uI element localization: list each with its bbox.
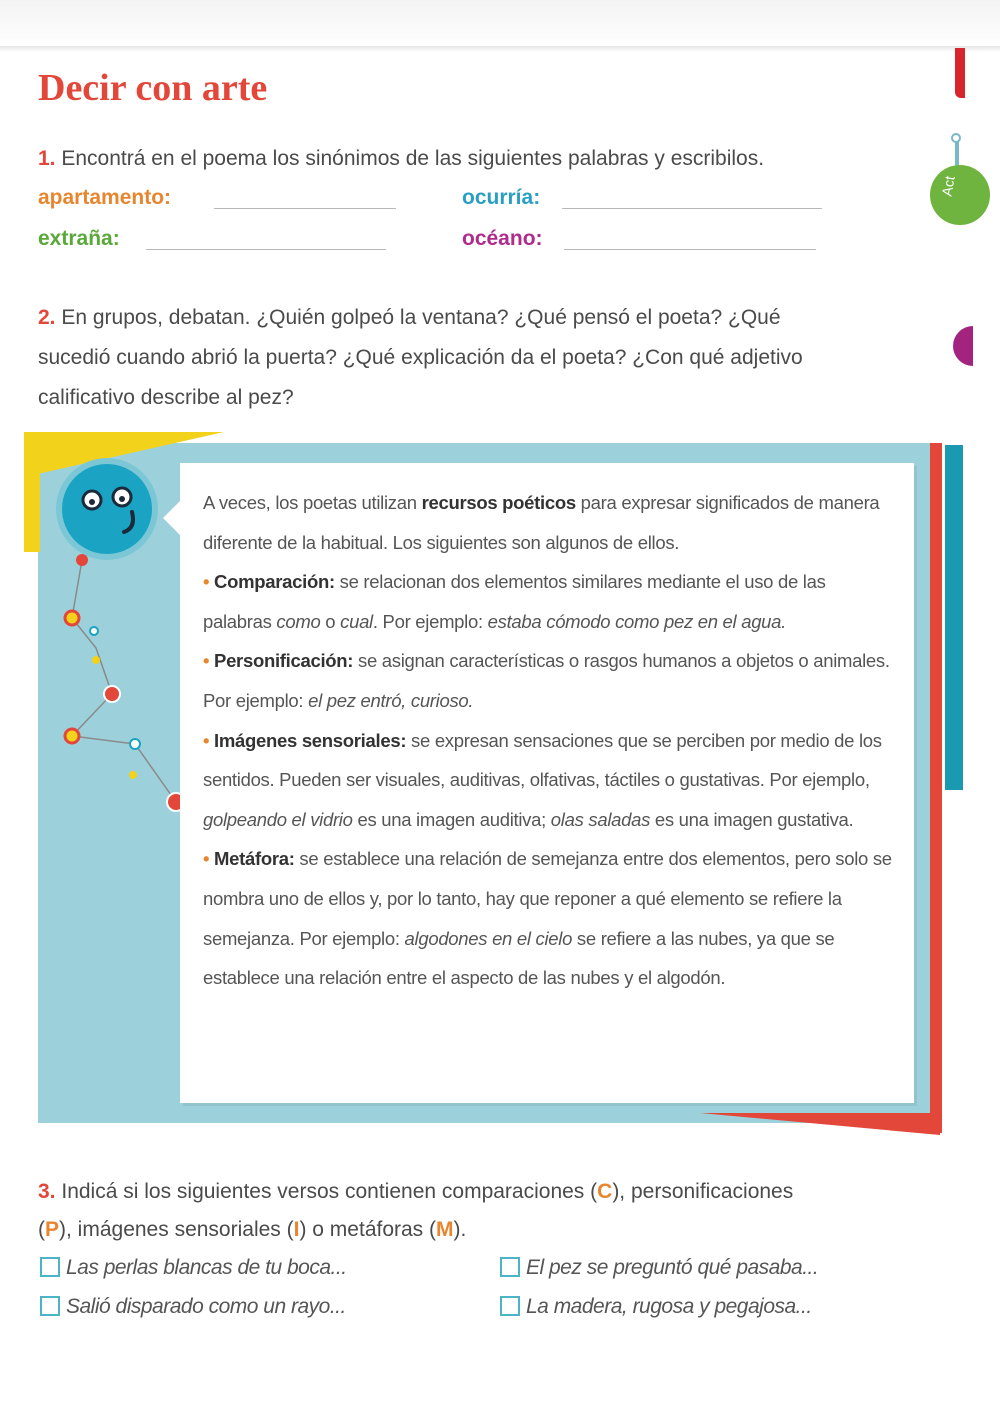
info-item-imagenes: • Imágenes sensoriales: se expresan sensaciones que se perciben por medio de los sentidos. Pueden ser visuales, auditivas, olfativas, táctiles o gustativas. Por ejemplo, golpeando el vidrio es una imagen auditiva; olas saladas es una imagen gustativa. [203,729,882,830]
q2-line-2: sucedió cuando abrió la puerta? ¿Qué explicación da el poeta? ¿Con qué adjetivo [38,346,803,369]
page-title: Decir con arte [38,67,268,109]
info-card-pointer [163,500,181,536]
q1-prompt [38,139,764,179]
q3-number: 3. [38,1180,56,1203]
q1-label-extrana: extraña: [38,227,120,250]
mascot-string [72,560,176,802]
q3-checkbox-2[interactable] [500,1257,520,1277]
info-intro: A veces, los poetas utilizan recursos poéticos para expresar significados de manera diferente de la habitual. Los siguientes son algunos de ellos. [203,492,880,553]
q1-label-oceano: océano: [462,227,543,250]
q2-number: 2. [38,306,56,329]
q1-answer-line-extrana[interactable] [146,249,386,250]
q2-line-1 [38,298,781,338]
q3-line-2: (P), imágenes sensoriales (I) o metáforas (M). [38,1218,467,1241]
edge-magenta-tab [953,326,973,366]
q2-line-3: calificativo describe al pez? [38,386,294,409]
info-item-metafora: • Metáfora: se establece una relación de semejanza entre dos elementos, pero solo se nombra uno de ellos y, por lo tanto, hay que reponer a qué elemento se refiere la semejanza. Por ejemplo: algodones en el cielo se refiere a las nubes, ya que se establece una relación entre el aspecto de las nubes y el algodón. [203,848,892,989]
q2-line-1-text: En grupos, debatan. ¿Quién golpeó la ventana? ¿Qué pensó el poeta? ¿Qué [61,306,781,329]
panel-teal-edge [945,445,963,790]
q1-answer-line-apartamento[interactable] [214,208,396,209]
info-item-comparacion: • Comparación: se relacionan dos elementos similares mediante el uso de las palabras como o cual. Por ejemplo: estaba cómodo como pez en el agua. [203,571,826,632]
q1-number: 1. [38,147,56,170]
q3-line-1: 3. Indicá si los siguientes versos contienen comparaciones (C), personificaciones [38,1180,794,1203]
edge-pin-head [951,133,961,143]
q1-answer-line-ocurria[interactable] [562,208,822,209]
q1-text: Encontrá en el poema los sinónimos de las siguientes palabras y escribilos. [61,147,765,170]
q3-verse-3: Salió disparado como un rayo... [40,1295,346,1319]
panel-red-corner [700,1113,940,1135]
q3-verse-2: El pez se preguntó qué pasaba... [500,1256,818,1280]
q3-verse-4: La madera, rugosa y pegajosa... [500,1295,812,1319]
edge-green-tab-label: Act [938,174,958,198]
mascot-smile [124,512,133,532]
q3-checkbox-3[interactable] [40,1296,60,1316]
panel-red-edge [930,443,942,1133]
info-card-text [203,483,893,998]
q1-answer-line-oceano[interactable] [564,249,816,250]
q1-label-ocurria: ocurría: [462,186,541,209]
edge-green-tab [930,165,990,225]
q3-verse-1: Las perlas blancas de tu boca... [40,1256,347,1280]
panel-yellow-strip [24,432,40,552]
edge-red-tab [955,48,965,98]
q1-label-apartamento: apartamento: [38,186,172,209]
q3-checkbox-4[interactable] [500,1296,520,1316]
top-band [0,0,1000,48]
q3-checkbox-1[interactable] [40,1257,60,1277]
top-shadow [0,46,1000,52]
info-item-personificacion: • Personificación: se asignan características o rasgos humanos a objetos o animales. Por ejemplo: el pez entró, curioso. [203,650,890,711]
